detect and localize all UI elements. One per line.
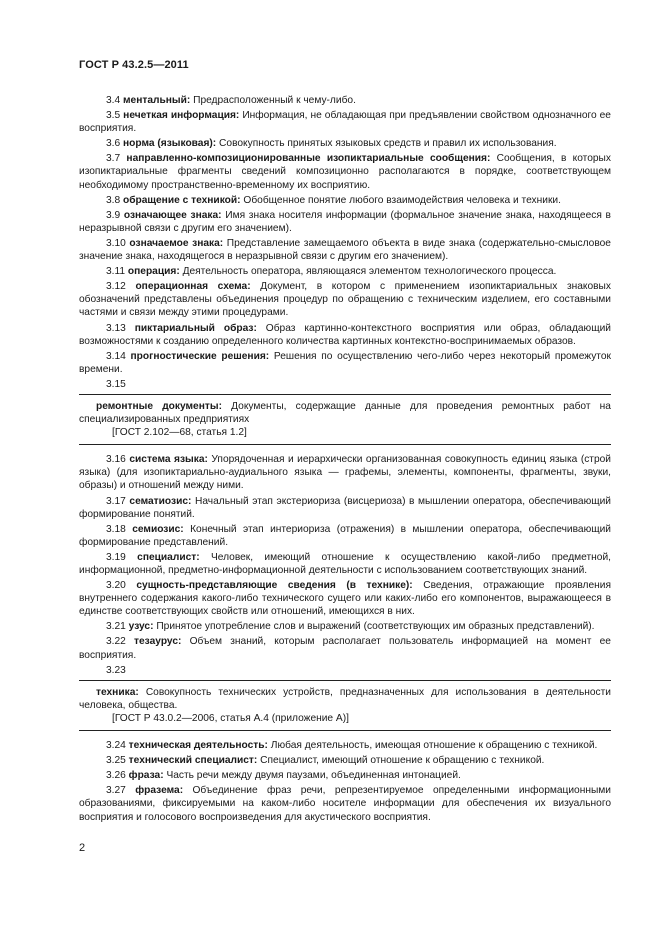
term-definition: Конечный этап интериориза (отражения) в мышлении оператора, обеспечивающий формирование представлений. (79, 523, 611, 548)
quoted-term-box (79, 680, 611, 731)
term-definition: Информация, не обладающая при предъявлении свойством однозначного ее восприятия. (79, 110, 611, 135)
term-name: ремонтные документы: (96, 400, 222, 412)
term-definition: Совокупность технических устройств, предназначенных для использования в деятельности человека, общества. (79, 686, 611, 711)
term-number: 3.22 (106, 636, 126, 648)
term-number: 3.12 (106, 281, 126, 293)
term-entry (79, 280, 611, 319)
term-definition: Объединение фраз речи, репрезентируемое определенными информационными образованиями, фиксируемыми на каком-либо носителе информации для обеспечения их визуального восприятия и голосового воспроизведения для акустического восприятия. (79, 785, 611, 823)
page-number: 2 (79, 842, 86, 854)
term-definition: Человек, имеющий отношение к осуществлению какой-либо предметной, информационной, предметно-информационной деятельности с использованием соответствующих знаний. (79, 551, 611, 576)
document-body (79, 94, 611, 826)
terms-section-a (79, 94, 611, 376)
term-number: 3.24 (106, 740, 126, 752)
term-definition: Объем знаний, которым располагает пользователь информацией на момент ее восприятия. (79, 636, 611, 661)
term-number: 3.25 (106, 755, 126, 767)
term-entry (79, 620, 611, 633)
term-definition: Специалист, имеющий отношение к обращению с техникой. (260, 755, 545, 767)
term-number: 3.14 (106, 350, 126, 362)
term-definition: Совокупность принятых языковых средств и правил их использования. (219, 138, 557, 150)
term-number: 3.8 (106, 194, 121, 206)
term-entry (79, 769, 611, 782)
source-reference: [ГОСТ Р 43.0.2—2006, статья А.4 (приложение А)] (112, 712, 349, 724)
term-number: 3.26 (106, 770, 126, 782)
term-entry (79, 137, 611, 150)
term-name: обращение с техникой: (123, 194, 241, 206)
term-number: 3.10 (106, 237, 126, 249)
document-header: ГОСТ Р 43.2.5—2011 (79, 59, 189, 71)
term-definition: Принятое употребление слов и выражений (соответствующих им образных представлений). (156, 621, 595, 633)
term-number: 3.4 (106, 95, 121, 106)
terms-section-b (79, 453, 611, 661)
term-definition: Сведения, отражающие проявления внутреннего содержания какого-либо технического сущего или каких-либо его компонентов, выражающееся в единстве соответствующих свойств или отношений, имеющихся в них. (79, 580, 611, 618)
term-entry (79, 686, 611, 712)
term-name: техническая деятельность: (128, 740, 268, 752)
term-number: 3.9 (106, 209, 121, 221)
term-definition: Начальный этап экстериориза (висцериоза) в мышлении оператора, обеспечивающий формирование понятий. (79, 495, 611, 520)
term-entry (79, 265, 611, 278)
term-entry (79, 551, 611, 577)
term-definition: Образ картинно-контекстного восприятия или образ, обладающий возможностями к созданию определенного количества картинных контекстно-воспринимаемых образов. (79, 322, 611, 347)
term-number: 3.11 (106, 266, 126, 278)
term-number: 3.13 (106, 322, 126, 334)
quoted-term-box (79, 394, 611, 445)
term-name: ментальный: (123, 95, 191, 106)
term-name: норма (языковая): (123, 138, 217, 150)
term-entry (79, 400, 611, 426)
term-entry (79, 94, 611, 107)
term-name: нечеткая информация: (123, 110, 240, 122)
term-entry (79, 635, 611, 661)
term-definition: Упорядоченная и иерархически организованная совокупность единиц языка (строй языка) (для изопиктариально-аудиального языка — графемы, элементы, компоненты, фрагменты, звуки, образы) и отношений между ними. (79, 454, 611, 492)
term-name: специалист: (137, 551, 200, 563)
term-definition: Любая деятельность, имеющая отношение к обращению с техникой. (270, 740, 598, 752)
term-entry (79, 237, 611, 263)
term-definition: Сообщения, в которых изопиктариальные фрагменты сведений композиционно располагаются в порядке, соответствующем необходимому пространственно-временному их восприятию. (79, 153, 611, 191)
term-number: 3.19 (106, 551, 126, 563)
term-entry (79, 739, 611, 752)
term-name: тезаурус: (134, 636, 182, 648)
term-definition: Обобщенное понятие любого взаимодействия человека и техники. (243, 194, 561, 206)
term-entry (79, 322, 611, 348)
term-name: техника: (96, 686, 139, 698)
term-entry (79, 495, 611, 521)
term-name: фраза: (128, 770, 164, 782)
term-definition: Предрасположенный к чему-либо. (193, 95, 356, 106)
term-number: 3.15 (106, 378, 126, 390)
term-name: означающее знака: (123, 209, 222, 221)
term-entry (79, 754, 611, 767)
term-entry (79, 784, 611, 823)
term-entry (79, 109, 611, 135)
term-entry (79, 152, 611, 191)
term-definition: Часть речи между двумя паузами, объединенная интонацией. (166, 770, 461, 782)
term-definition: Имя знака носителя информации (формальное значение знака, находящееся в неразрывной связи с другим его значением). (79, 209, 611, 234)
term-definition: Решения по осуществлению чего-либо через некоторый промежуток времени. (79, 350, 611, 375)
term-entry (79, 209, 611, 235)
term-name: сематиозис: (129, 495, 192, 507)
term-number: 3.5 (106, 110, 121, 122)
term-entry (79, 350, 611, 376)
source-reference: [ГОСТ 2.102—68, статья 1.2] (112, 427, 247, 439)
term-number: 3.18 (106, 523, 126, 535)
term-entry (79, 194, 611, 207)
term-name: система языка: (129, 454, 208, 466)
term-definition: Документ, в котором с применением изопиктариальных знаковых обозначений представлены объединения процедур по обращению с техническим изделием, его составными частями и связи между этими процедурами. (79, 281, 611, 319)
term-entry (79, 523, 611, 549)
term-number: 3.27 (106, 785, 126, 797)
term-definition: Деятельность оператора, являющаяся элементом технологического процесса. (182, 266, 557, 278)
term-number: 3.21 (106, 621, 126, 633)
term-name: операционная схема: (135, 281, 251, 293)
term-number: 3.17 (106, 495, 126, 507)
term-name: узус: (128, 621, 154, 633)
term-name: фразема: (135, 785, 184, 797)
term-number: 3.23 (106, 664, 126, 676)
term-name: пиктариальный образ: (134, 322, 257, 334)
term-name: прогностические решения: (130, 350, 270, 362)
term-name: технический специалист: (128, 755, 258, 767)
term-number: 3.6 (106, 138, 121, 150)
term-name: направленно-композиционированные изопиктариальные сообщения: (126, 153, 491, 165)
term-name: сущность-представляющие сведения (в технике): (136, 580, 413, 592)
term-entry (79, 579, 611, 618)
term-number: 3.16 (106, 454, 126, 466)
term-number: 3.20 (106, 580, 126, 592)
term-definition: Представление замещаемого объекта в виде знака (содержательно-смысловое значение знака, находящегося в неразрывной связи с другим его значением). (79, 237, 611, 263)
term-name: операция: (127, 266, 180, 278)
term-name: означаемое знака: (129, 237, 224, 249)
term-entry (79, 453, 611, 492)
term-name: семиозис: (132, 523, 184, 535)
terms-section-c (79, 739, 611, 824)
term-definition: Документы, содержащие данные для проведения ремонтных работ на специализированных предприятиях (79, 400, 611, 426)
term-number: 3.7 (106, 153, 121, 165)
